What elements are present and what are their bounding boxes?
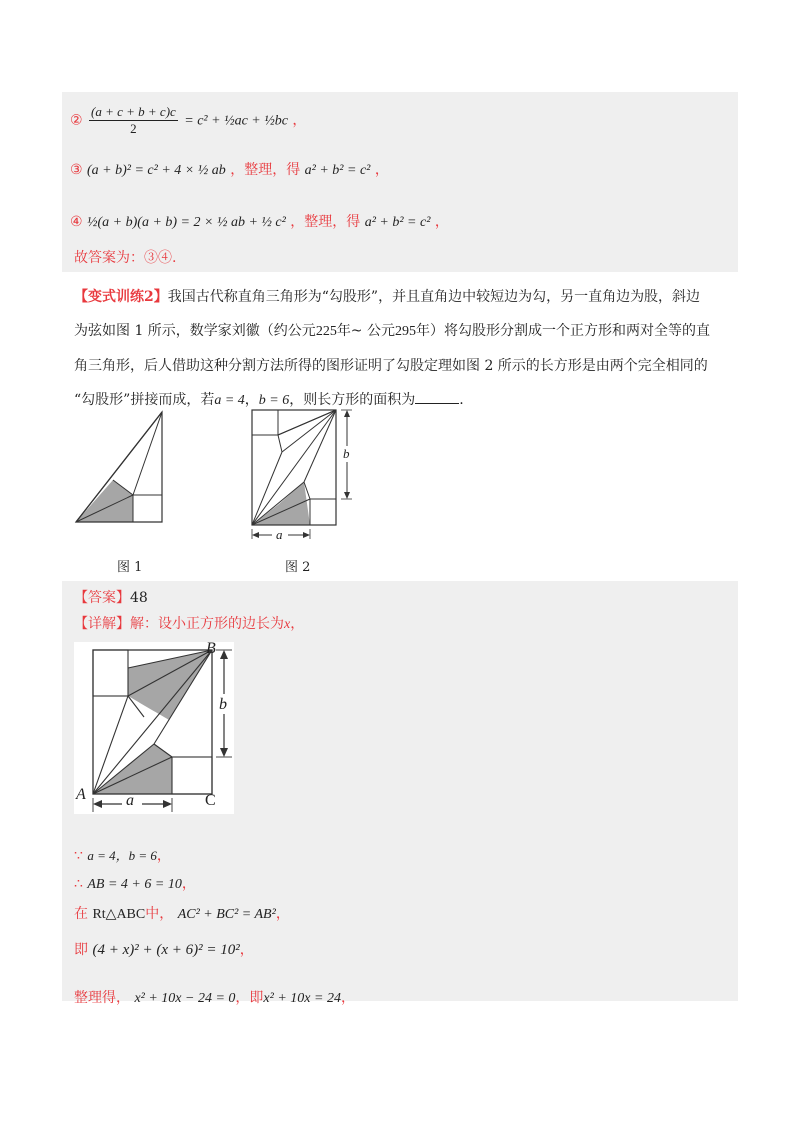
derivation-3-triangle: Rt△ABC bbox=[92, 907, 146, 922]
problem-line-2 bbox=[74, 314, 734, 349]
derivation-4-pre: 即 bbox=[74, 942, 88, 958]
derivation-line-1 bbox=[74, 846, 171, 866]
item-2-end: ， bbox=[292, 112, 307, 129]
derivation-5-expr-1: x² + 10x − 24 = 0 bbox=[134, 991, 236, 1006]
figure-2-label-a: a bbox=[276, 527, 283, 542]
problem-text-4c: . bbox=[459, 392, 464, 408]
derivation-4-expr: (4 + x)² + (x + 6)² = 10² bbox=[92, 942, 240, 958]
problem-paragraph bbox=[74, 280, 734, 418]
answer-line bbox=[74, 588, 148, 608]
year-end: 295 bbox=[395, 324, 416, 339]
derivation-5-mid: ，即 bbox=[235, 990, 264, 1006]
figure-3-diagram bbox=[74, 642, 234, 814]
figure-2-diagram bbox=[248, 408, 363, 543]
derivation-3-expr: AC² + BC² = AB² bbox=[177, 907, 276, 922]
problem-line-3: 角三角形，后人借助这种分割方法所得的图形证明了勾股定理如图 2 所示的长方形是由两个完全相同的 bbox=[74, 358, 708, 374]
item-4-result: a² + b² = c² bbox=[364, 215, 431, 230]
problem-text-1: 我国古代称直角三角形为“勾股形”，并且直角边中较短边为勾，另一直角边为股，斜边 bbox=[167, 289, 701, 305]
derivation-5-end: ， bbox=[340, 990, 355, 1006]
figure-1-diagram bbox=[70, 408, 170, 526]
problem-line-1 bbox=[74, 280, 734, 314]
answer-tag: 【答案】 bbox=[74, 590, 130, 606]
condition-a: a = 4 bbox=[214, 393, 245, 408]
derivation-1-expr: a = 4，b = 6 bbox=[87, 848, 157, 863]
item-4-tidy: ，整理，得 bbox=[290, 214, 361, 230]
item-2-rhs: = c² + ½ac + ½bc bbox=[184, 113, 288, 129]
derivation-5-pre: 整理得， bbox=[74, 990, 130, 1006]
because-symbol: ∵ bbox=[74, 848, 83, 864]
derivation-2-expr: AB = 4 + 6 = 10 bbox=[87, 877, 182, 892]
solution-item-3 bbox=[70, 160, 389, 181]
problem-text-4a: “勾股形”拼接而成，若 bbox=[74, 392, 215, 408]
derivation-5-expr-2: x² + 10x = 24 bbox=[263, 991, 341, 1006]
derivation-line-2 bbox=[74, 874, 196, 895]
derivation-3-mid: 中， bbox=[145, 906, 174, 922]
figure-3-label-b: b bbox=[219, 696, 227, 713]
figure-3-label-B: B bbox=[206, 640, 216, 657]
item-2-marker: ② bbox=[70, 112, 83, 129]
solution-item-2 bbox=[70, 104, 306, 137]
detail-intro bbox=[74, 614, 304, 635]
item-3-end: ， bbox=[374, 162, 389, 178]
therefore-symbol: ∴ bbox=[74, 876, 83, 892]
derivation-3-end: ， bbox=[275, 906, 290, 922]
problem-line-4 bbox=[74, 383, 734, 418]
condition-separator: ， bbox=[244, 392, 259, 408]
item-2-denominator: 2 bbox=[130, 121, 137, 136]
year-start: 225 bbox=[315, 324, 337, 339]
derivation-3-pre: 在 bbox=[74, 906, 88, 922]
problem-text-4b: ，则长方形的面积为 bbox=[289, 392, 416, 408]
item-3-tidy: ，整理，得 bbox=[230, 162, 301, 178]
derivation-1-end: ， bbox=[156, 848, 171, 864]
figure-3-label-A: A bbox=[76, 786, 86, 803]
detail-intro-end: ， bbox=[290, 616, 305, 632]
item-3-expr: (a + b)² = c² + 4 × ½ ab bbox=[87, 163, 226, 178]
answer-blank bbox=[415, 389, 459, 404]
item-2-fraction bbox=[89, 104, 178, 137]
derivation-2-end: ， bbox=[181, 876, 196, 892]
detail-tag: 【详解】 bbox=[74, 616, 130, 632]
problem-text-2a: 为弦如图 1 所示，数学家刘徽（约公元 bbox=[74, 323, 316, 339]
derivation-line-5 bbox=[74, 988, 355, 1009]
derivation-4-end: ， bbox=[239, 942, 254, 958]
problem-text-2c: 年）将勾股形分割成一个正方形和两对全等的直 bbox=[416, 323, 710, 339]
figure-3-label-a: a bbox=[126, 792, 134, 809]
derivation-line-3 bbox=[74, 904, 290, 925]
item-4-expr: ½(a + b)(a + b) = 2 × ½ ab + ½ c² bbox=[87, 215, 286, 230]
detail-var: x bbox=[284, 617, 291, 632]
figure-3-label-C: C bbox=[205, 792, 216, 809]
problem-tag: 【变式训练2】 bbox=[74, 289, 168, 305]
answer-value: 48 bbox=[130, 590, 148, 606]
item-3-result: a² + b² = c² bbox=[304, 163, 371, 178]
detail-intro-text: 解：设小正方形的边长为 bbox=[130, 616, 284, 632]
figure-2-label-b: b bbox=[343, 446, 350, 461]
derivation-line-4 bbox=[74, 940, 254, 960]
item-2-numerator: (a + c + b + c)c bbox=[91, 104, 176, 119]
item-4-end: ， bbox=[434, 214, 449, 230]
item-3-marker: ③ bbox=[70, 162, 83, 178]
condition-b: b = 6 bbox=[258, 393, 290, 408]
problem-text-2b: 年~ 公元 bbox=[336, 323, 395, 339]
figure-1-caption: 图 1 bbox=[117, 560, 143, 575]
fig1-square bbox=[133, 495, 162, 522]
item-4-marker: ④ bbox=[70, 214, 83, 230]
solution-item-4 bbox=[70, 212, 449, 233]
previous-conclusion: 故答案为：③④. bbox=[74, 250, 177, 266]
figure-2-caption: 图 2 bbox=[285, 560, 311, 575]
